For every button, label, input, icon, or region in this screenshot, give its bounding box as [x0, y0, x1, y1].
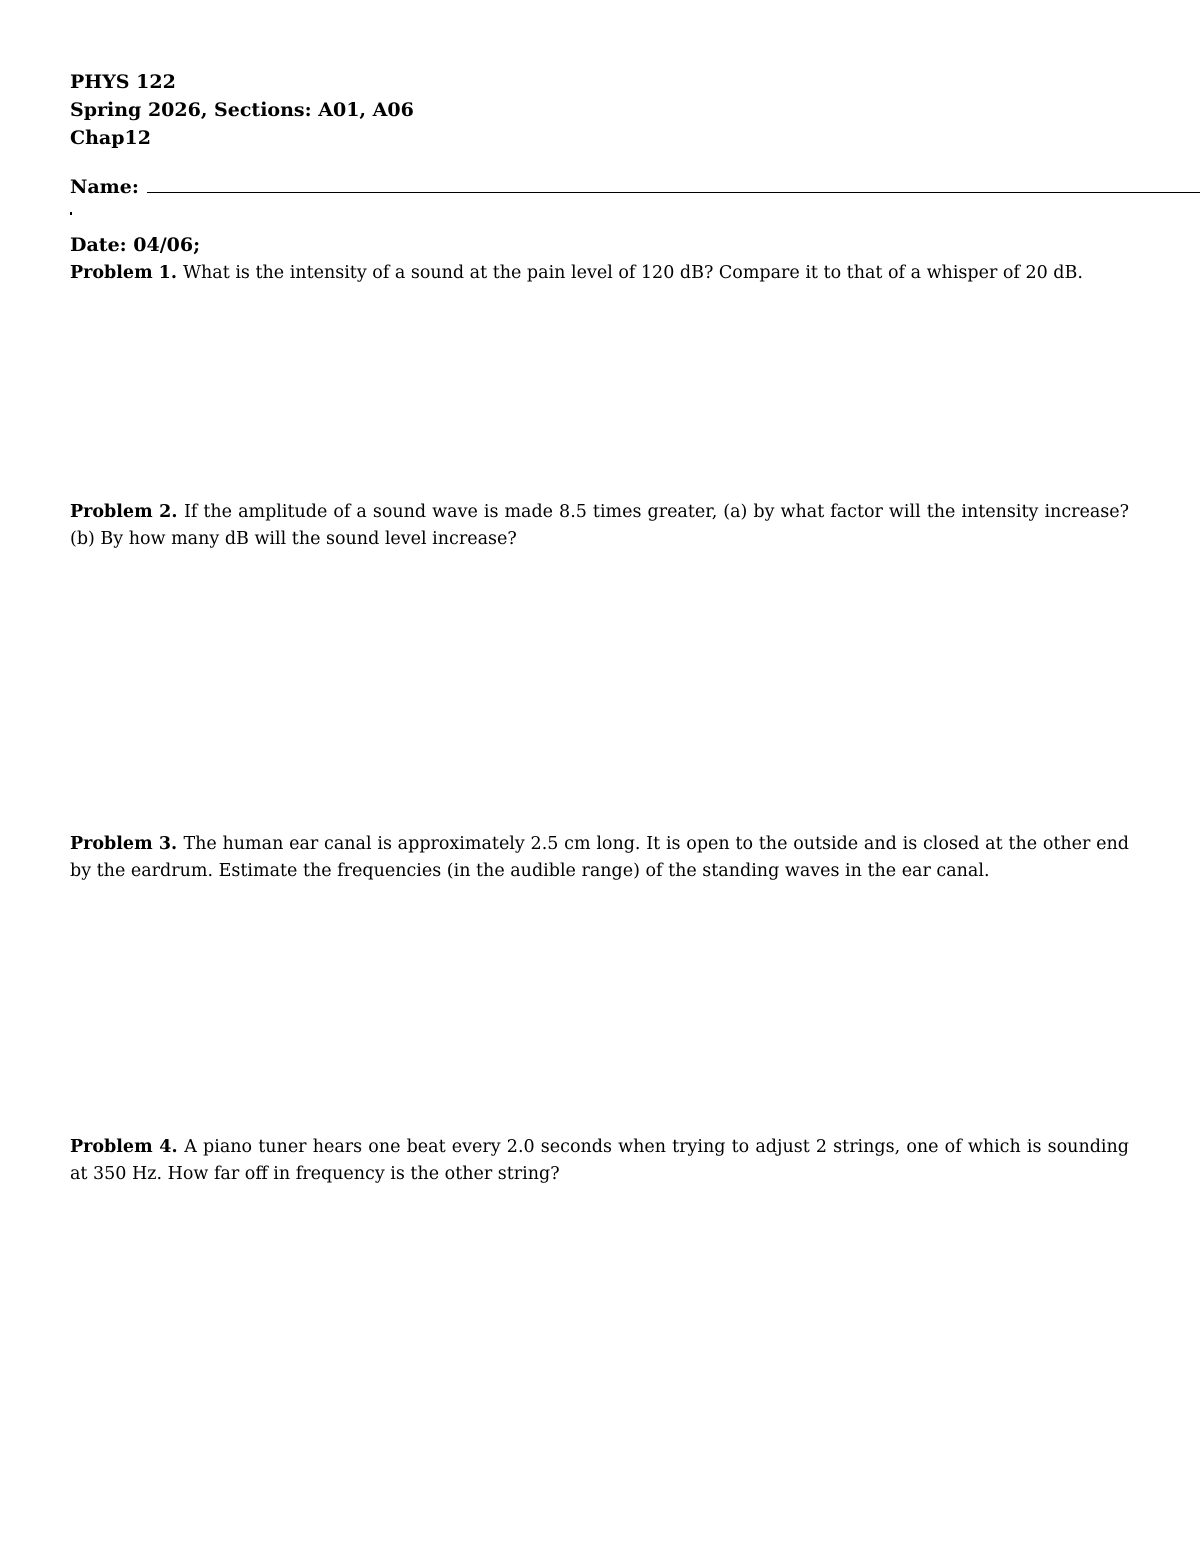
problem-1 — [70, 260, 1170, 287]
problem-4 — [70, 1134, 1129, 1188]
name-label: Name: — [70, 176, 139, 198]
problem-1-text: What is the intensity of a sound at the pain level of 120 dB? Compare it to that of a whisper of 20 dB. — [183, 263, 1083, 283]
term-sections: Spring 2026, Sections: A01, A06 — [70, 99, 414, 121]
problem-3-label: Problem 3. — [70, 834, 184, 854]
problem-3-text: The human ear canal is approximately 2.5 cm long. It is open to the outside and is closed at the other end by the eardrum. Estimate the frequencies (in the audible range) of the standing waves in the ear canal. — [70, 834, 1129, 881]
name-blank-line[interactable] — [147, 192, 1200, 193]
problem-2 — [70, 499, 1129, 553]
stray-mark — [70, 212, 72, 215]
problem-2-text: If the amplitude of a sound wave is made 8.5 times greater, (a) by what factor will the intensity increase? (b) By how many dB will the sound level increase? — [70, 502, 1129, 549]
problem-2-label: Problem 2. — [70, 502, 184, 522]
problem-3 — [70, 831, 1129, 885]
problem-1-label: Problem 1. — [70, 263, 184, 283]
date-line: Date: 04/06; — [70, 234, 201, 256]
name-field-row — [70, 175, 1200, 201]
problem-4-text: A piano tuner hears one beat every 2.0 seconds when trying to adjust 2 strings, one of which is sounding at 350 Hz. How far off in frequency is the other string? — [70, 1137, 1129, 1184]
problem-4-label: Problem 4. — [70, 1137, 185, 1157]
chapter-label: Chap12 — [70, 127, 151, 149]
course-title: PHYS 122 — [70, 71, 176, 93]
